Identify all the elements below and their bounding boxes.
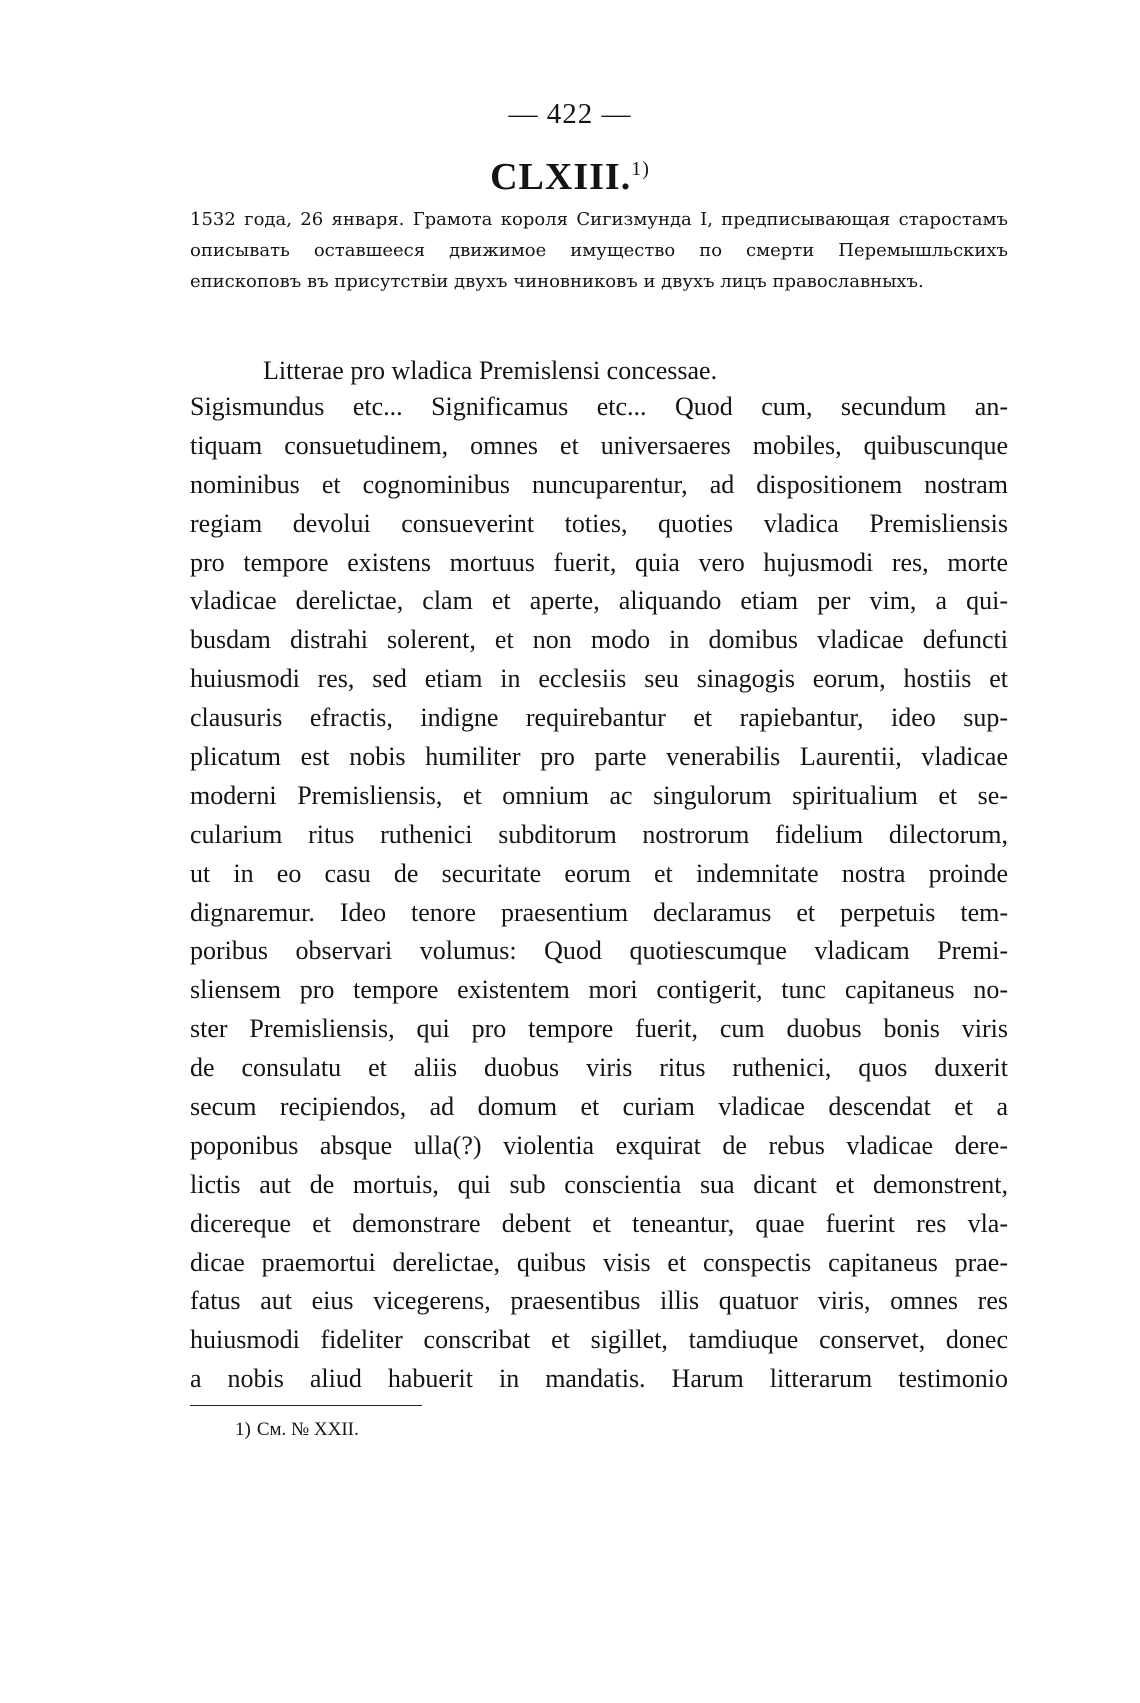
body-line: lictis aut de mortuis, qui sub conscientia sua dicant et demonstrent,	[190, 1169, 1008, 1199]
document-body	[190, 388, 1008, 1399]
body-line: pro tempore existens mortuus fuerit, quia vero hujusmodi res, morte	[190, 547, 1008, 577]
body-line: cularium ritus ruthenici subditorum nostrorum fidelium dilectorum,	[190, 819, 1008, 849]
document-summary	[190, 204, 1008, 297]
body-line: a nobis aliud habuerit in mandatis. Harum litterarum testimonio	[190, 1364, 1008, 1394]
body-line: poponibus absque ulla(?) violentia exquirat de rebus vladicae dere-	[190, 1130, 1008, 1160]
body-line: secum recipiendos, ad domum et curiam vladicae descendat et a	[190, 1092, 1008, 1122]
body-line: huiusmodi res, sed etiam in ecclesiis seu sinagogis eorum, hostiis et	[190, 664, 1008, 694]
footnote-divider	[190, 1405, 422, 1406]
body-line: plicatum est nobis humiliter pro parte venerabilis Laurentii, vladicae	[190, 742, 1008, 772]
footnote-marker: 1)	[235, 1419, 251, 1440]
summary-text: 1532 года, 26 января. Грамота короля Сигизмунда I, предписывающая старостамъ описывать оставшееся движимое имущество по смерти Перемышльскихъ епископовъ въ присутствіи двухъ чиновниковъ и двухъ лицъ православныхъ.	[190, 209, 1008, 292]
page-number: — 422 —	[508, 98, 632, 130]
body-line: tiquam consuetudinem, omnes et universaeres mobiles, quibuscunque	[190, 430, 1008, 460]
body-line: dignaremur. Ideo tenore praesentium declaramus et perpetuis tem-	[190, 897, 1008, 927]
body-line: Sigismundus etc... Significamus etc... Quod cum, secundum an-	[190, 392, 1008, 421]
footnote-text: См. № XXII.	[256, 1419, 359, 1440]
body-line: ster Premisliensis, qui pro tempore fuerit, cum duobus bonis viris	[190, 1014, 1008, 1044]
body-line: moderni Premisliensis, et omnium ac singulorum spiritualium et se-	[190, 780, 1008, 810]
document-number-heading	[0, 155, 1140, 199]
body-line: dicae praemortui derelictae, quibus visis et conspectis capitaneus prae-	[190, 1247, 1008, 1277]
body-line: vladicae derelictae, clam et aperte, aliquando etiam per vim, a qui-	[190, 586, 1008, 616]
body-line: huiusmodi fideliter conscribat et sigillet, tamdiuque conservet, donec	[190, 1325, 1008, 1355]
document-number: CLXIII.	[490, 156, 632, 198]
body-line: clausuris efractis, indigne requirebantur et rapiebantur, ideo sup-	[190, 703, 1008, 733]
body-line: busdam distrahi solerent, et non modo in domibus vladicae defuncti	[190, 625, 1008, 655]
body-line: regiam devolui consueverint toties, quoties vladica Premisliensis	[190, 508, 1008, 538]
footnote-reference[interactable]: 1)	[631, 158, 650, 180]
body-line: ut in eo casu de securitate eorum et indemnitate nostra proinde	[190, 858, 1008, 888]
footnote	[235, 1419, 365, 1441]
body-line: fatus aut eius vicegerens, praesentibus illis quatuor viris, omnes res	[190, 1286, 1008, 1316]
latin-title: Litterae pro wladica Premislensi concessae.	[263, 356, 718, 385]
body-line: dicereque et demonstrare debent et teneantur, quae fuerint res vla-	[190, 1208, 1008, 1238]
body-line: de consulatu et aliis duobus viris ritus ruthenici, quos duxerit	[190, 1053, 1008, 1083]
body-line: nominibus et cognominibus nuncuparentur, ad dispositionem nostram	[190, 469, 1008, 499]
body-line: poribus observari volumus: Quod quotiescumque vladicam Premi-	[190, 936, 1008, 966]
body-line: sliensem pro tempore existentem mori contigerit, tunc capitaneus no-	[190, 975, 1008, 1005]
